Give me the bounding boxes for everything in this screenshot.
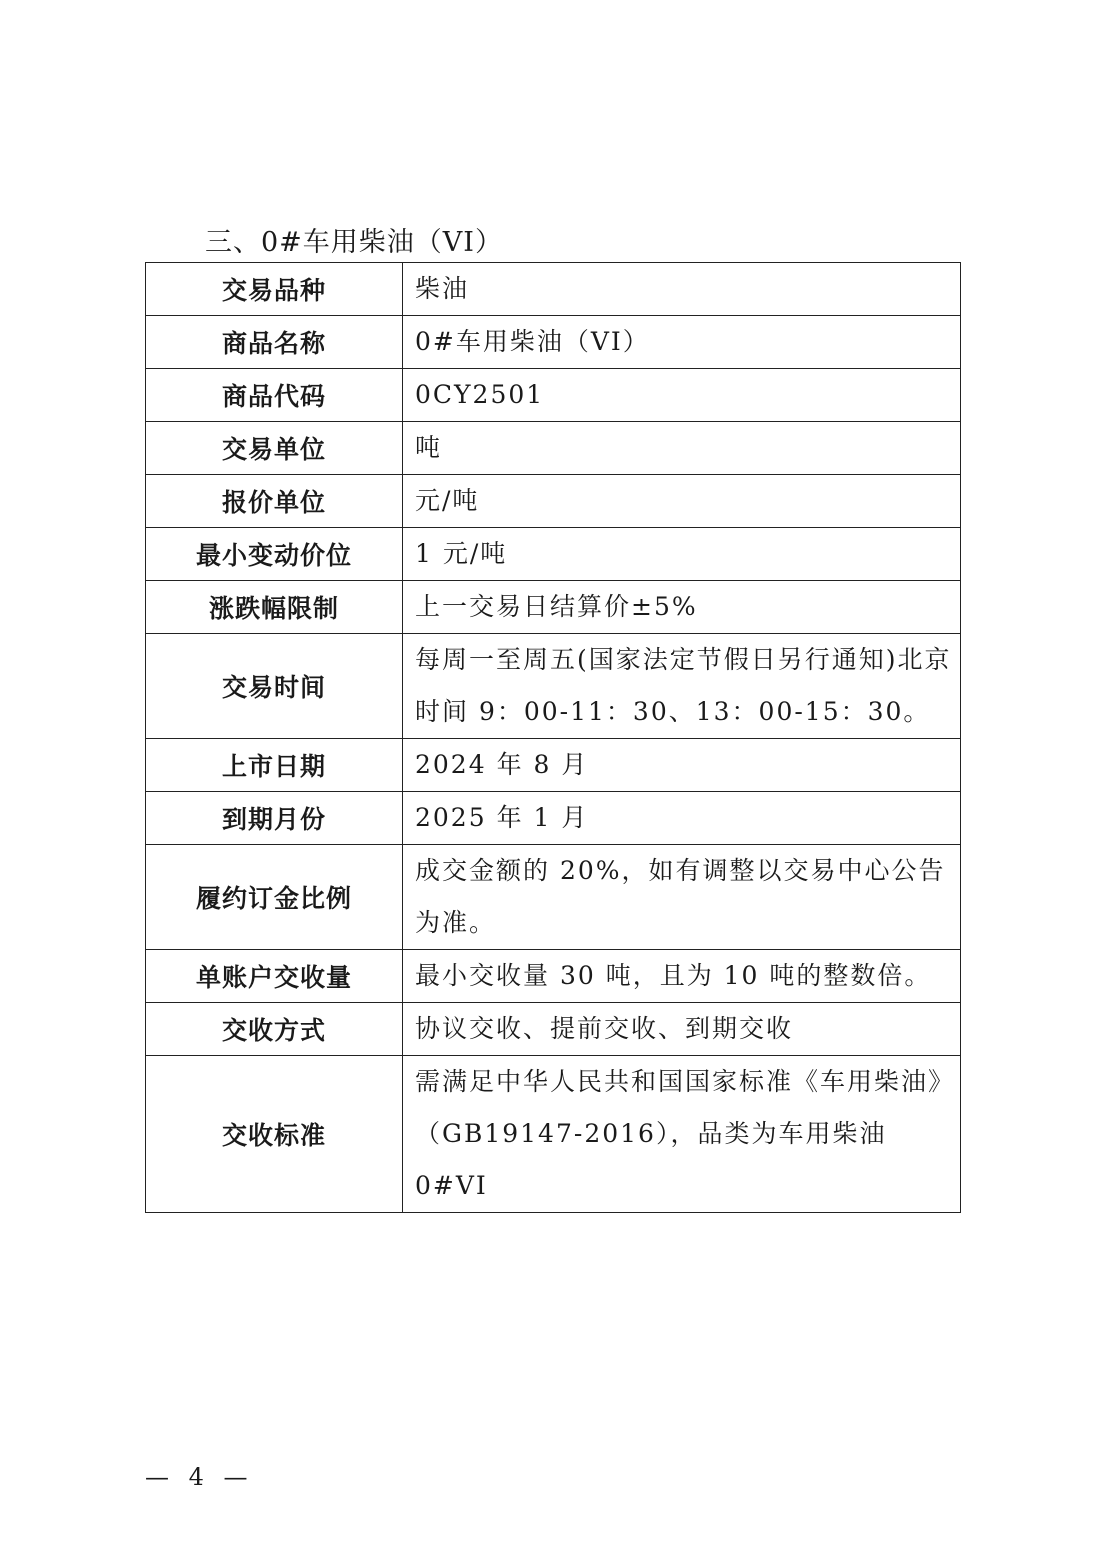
section-title: 三、0#车用柴油（VI） (205, 227, 503, 258)
row-value: 上一交易日结算价±5% (403, 581, 961, 634)
table-row (146, 792, 961, 845)
row-label: 单账户交收量 (146, 950, 403, 1003)
row-label: 涨跌幅限制 (146, 581, 403, 634)
table-row (146, 369, 961, 422)
row-value: 2025 年 1 月 (403, 792, 961, 845)
table-row (146, 950, 961, 1003)
table-row (146, 422, 961, 475)
row-label: 商品代码 (146, 369, 403, 422)
row-value: 0#车用柴油（VI） (403, 316, 961, 369)
row-value: 1 元/吨 (403, 528, 961, 581)
row-label: 交易单位 (146, 422, 403, 475)
page-number: — 4 — (145, 1463, 254, 1491)
row-value: 2024 年 8 月 (403, 739, 961, 792)
row-label: 上市日期 (146, 739, 403, 792)
table-row (146, 634, 961, 739)
row-label: 交收标准 (146, 1056, 403, 1213)
row-label: 交易时间 (146, 634, 403, 739)
row-label: 履约订金比例 (146, 845, 403, 950)
table-row (146, 528, 961, 581)
row-value: 最小交收量 30 吨，且为 10 吨的整数倍。 (403, 950, 961, 1003)
row-value: 成交金额的 20%，如有调整以交易中心公告为准。 (403, 845, 961, 950)
row-label: 最小变动价位 (146, 528, 403, 581)
table-row (146, 1003, 961, 1056)
row-value: 协议交收、提前交收、到期交收 (403, 1003, 961, 1056)
table-row (146, 845, 961, 950)
spec-table (145, 262, 961, 1213)
row-value: 每周一至周五(国家法定节假日另行通知)北京时间 9：00-11：30、13：00-15：30。 (403, 634, 961, 739)
row-value: 吨 (403, 422, 961, 475)
row-value: 元/吨 (403, 475, 961, 528)
row-label: 交收方式 (146, 1003, 403, 1056)
table-row (146, 263, 961, 316)
table-row (146, 581, 961, 634)
row-label: 到期月份 (146, 792, 403, 845)
table-row (146, 475, 961, 528)
table-row (146, 316, 961, 369)
row-label: 交易品种 (146, 263, 403, 316)
row-value: 需满足中华人民共和国国家标准《车用柴油》（GB19147-2016），品类为车用柴油 0#VI (403, 1056, 961, 1213)
row-value: 0CY2501 (403, 369, 961, 422)
row-value: 柴油 (403, 263, 961, 316)
table-row (146, 1056, 961, 1213)
table-row (146, 739, 961, 792)
row-label: 报价单位 (146, 475, 403, 528)
row-label: 商品名称 (146, 316, 403, 369)
